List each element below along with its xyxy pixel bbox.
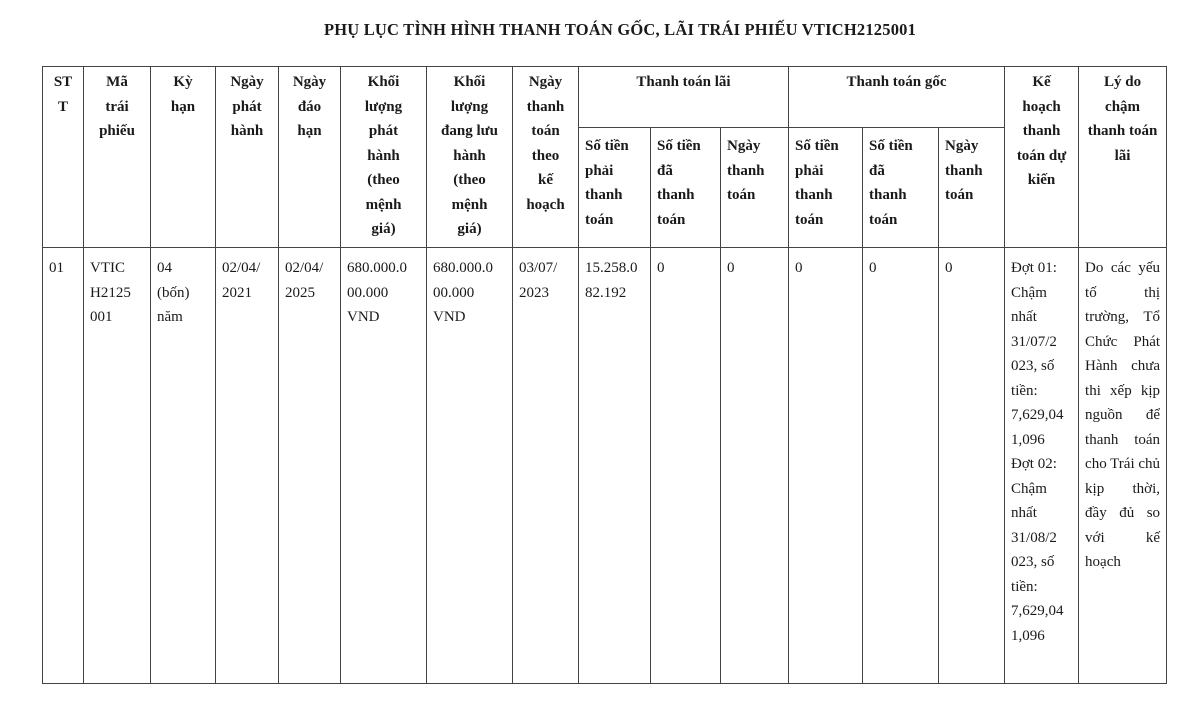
- header-interest-payment: Thanh toán lãi: [579, 67, 789, 128]
- header-expected-plan: Kế hoạch thanh toán dự kiến: [1005, 67, 1079, 248]
- cell-delay-reason: Do các yếu tố thị trường, Tổ Chức Phát Hành chưa thi xếp kịp nguồn để thanh toán cho Trái chủ kịp thời, đầy đủ so với kế hoạch: [1079, 248, 1167, 684]
- cell-bond-code: VTIC H2125 001: [84, 248, 151, 684]
- cell-planned-payment-date: 03/07/ 2023: [513, 248, 579, 684]
- cell-interest-paid: 0: [651, 248, 721, 684]
- header-delay-reason: Lý do chậm thanh toán lãi: [1079, 67, 1167, 248]
- header-planned-payment-date: Ngày thanh toán theo kế hoạch: [513, 67, 579, 248]
- cell-principal-date: 0: [939, 248, 1005, 684]
- cell-interest-date: 0: [721, 248, 789, 684]
- cell-principal-paid: 0: [863, 248, 939, 684]
- header-principal-paid: Số tiền đã thanh toán: [863, 128, 939, 248]
- header-row: [43, 67, 1167, 128]
- header-stt: ST T: [43, 67, 84, 248]
- cell-interest-due: 15.258.0 82.192: [579, 248, 651, 684]
- header-bond-code: Mã trái phiếu: [84, 67, 151, 248]
- cell-outstanding-volume: 680.000.0 00.000 VND: [427, 248, 513, 684]
- bond-payment-table: [42, 66, 1167, 684]
- header-interest-due: Số tiền phải thanh toán: [579, 128, 651, 248]
- header-maturity-date: Ngày đáo hạn: [279, 67, 341, 248]
- cell-issued-volume: 680.000.0 00.000 VND: [341, 248, 427, 684]
- header-principal-date: Ngày thanh toán: [939, 128, 1005, 248]
- cell-issue-date: 02/04/ 2021: [216, 248, 279, 684]
- cell-maturity-date: 02/04/ 2025: [279, 248, 341, 684]
- header-issued-volume: Khối lượng phát hành (theo mệnh giá): [341, 67, 427, 248]
- cell-term: 04 (bốn) năm: [151, 248, 216, 684]
- cell-expected-plan: Đợt 01: Chậm nhất 31/07/2 023, số tiền: 7,629,04 1,096 Đợt 02: Chậm nhất 31/08/2 023, số tiền: 7,629,04 1,096: [1005, 248, 1079, 684]
- header-term: Kỳ hạn: [151, 67, 216, 248]
- header-principal-due: Số tiền phải thanh toán: [789, 128, 863, 248]
- document-title: PHỤ LỤC TÌNH HÌNH THANH TOÁN GỐC, LÃI TRÁI PHIẾU VTICH2125001: [323, 20, 917, 39]
- header-issue-date: Ngày phát hành: [216, 67, 279, 248]
- cell-principal-due: 0: [789, 248, 863, 684]
- header-interest-date: Ngày thanh toán: [721, 128, 789, 248]
- table-row: [43, 248, 1167, 684]
- header-interest-paid: Số tiền đã thanh toán: [651, 128, 721, 248]
- cell-stt: 01: [43, 248, 84, 684]
- header-principal-payment: Thanh toán gốc: [789, 67, 1005, 128]
- header-outstanding-volume: Khối lượng đang lưu hành (theo mệnh giá): [427, 67, 513, 248]
